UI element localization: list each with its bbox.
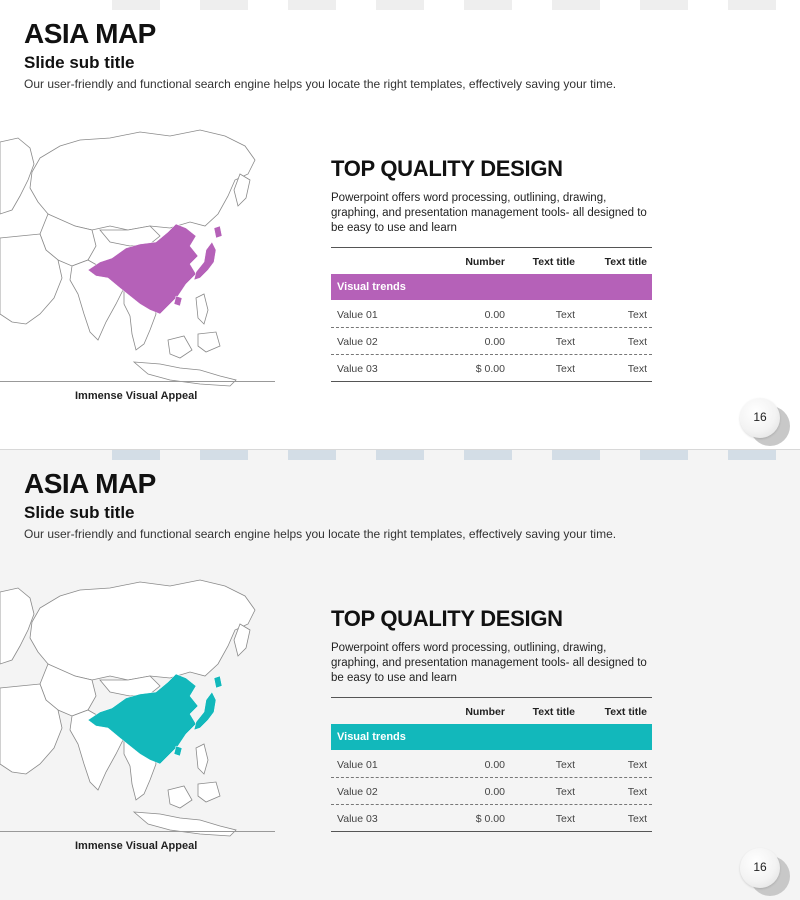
top-stripe [200,450,248,460]
table-row [331,328,652,355]
table-cell: Text [627,309,647,321]
table-cell: 0.00 [484,786,505,798]
table-cell: Text [555,336,575,348]
slide-title: ASIA MAP [24,18,156,49]
table-header-cell: Text title [604,256,647,268]
slide-2 [0,450,800,900]
table-cell: $ 0.00 [475,363,505,375]
table-cell: Text [627,336,647,348]
table-row [331,301,652,328]
table-row [331,778,652,805]
slide-title: ASIA MAP [24,468,156,499]
table-cell: Text [627,759,647,771]
table-cell: $ 0.00 [475,813,505,825]
top-stripe [464,0,512,10]
asia-map-graphic [0,568,280,838]
map-caption: Immense Visual Appeal [75,840,198,852]
map-baseline [0,381,275,382]
table-band-row [331,274,652,300]
top-stripe [728,450,776,460]
table-header-cell: Number [465,256,505,268]
content-body: Powerpoint offers word processing, outlining, drawing, graphing, and presentation management tools- all designed to be easy to use and learn [331,642,647,684]
table-cell: Value 02 [337,336,378,348]
page-number-badge [740,398,780,438]
top-stripe [728,0,776,10]
table-band-label: Visual trends [337,731,406,743]
map-caption: Immense Visual Appeal [75,390,198,402]
table-header-cell: Text title [532,706,575,718]
top-stripe [464,450,512,460]
data-table [331,697,652,832]
page-number: 16 [753,410,767,424]
table-cell: Value 01 [337,309,378,321]
table-row [331,355,652,382]
table-cell: Text [555,309,575,321]
top-stripe [552,450,600,460]
asia-map [0,568,280,838]
content-heading: TOP QUALITY DESIGN [331,606,563,631]
slide-description: Our user-friendly and functional search engine helps you locate the right templates, effectively saving your time. [24,77,617,91]
table-cell: Text [555,813,575,825]
top-stripe-bar [0,0,800,10]
asia-map [0,118,280,388]
top-stripe [376,0,424,10]
slide-description: Our user-friendly and functional search engine helps you locate the right templates, effectively saving your time. [24,527,617,541]
top-stripe [640,450,688,460]
slide-subtitle: Slide sub title [24,503,135,522]
asia-map-graphic [0,118,280,388]
table-cell: Text [555,786,575,798]
table-cell: Value 01 [337,759,378,771]
top-stripe [376,450,424,460]
table-band-row [331,724,652,750]
table-cell: Text [555,363,575,375]
table-header-row [331,698,652,724]
table-cell: Text [627,363,647,375]
map-baseline [0,831,275,832]
top-stripe [112,0,160,10]
top-stripe [640,0,688,10]
table-cell: Text [555,759,575,771]
content-body: Powerpoint offers word processing, outlining, drawing, graphing, and presentation management tools- all designed to be easy to use and learn [331,192,647,234]
table-band-label: Visual trends [337,281,406,293]
top-stripe [288,0,336,10]
table-row [331,805,652,832]
table-cell: Text [627,813,647,825]
content-heading: TOP QUALITY DESIGN [331,156,563,181]
top-stripe [112,450,160,460]
table-cell: Value 03 [337,813,378,825]
table-cell: Value 02 [337,786,378,798]
table-cell: Text [627,786,647,798]
top-stripe-bar [0,450,800,460]
page-number-badge [740,848,780,888]
top-stripe [552,0,600,10]
table-cell: 0.00 [484,759,505,771]
table-header-cell: Text title [532,256,575,268]
table-header-row [331,248,652,274]
table-header-cell: Number [465,706,505,718]
data-table [331,247,652,382]
page-number: 16 [753,860,767,874]
table-cell: 0.00 [484,309,505,321]
slide-subtitle: Slide sub title [24,53,135,72]
table-cell: Value 03 [337,363,378,375]
top-stripe [288,450,336,460]
table-cell: 0.00 [484,336,505,348]
table-row [331,751,652,778]
table-header-cell: Text title [604,706,647,718]
top-stripe [200,0,248,10]
